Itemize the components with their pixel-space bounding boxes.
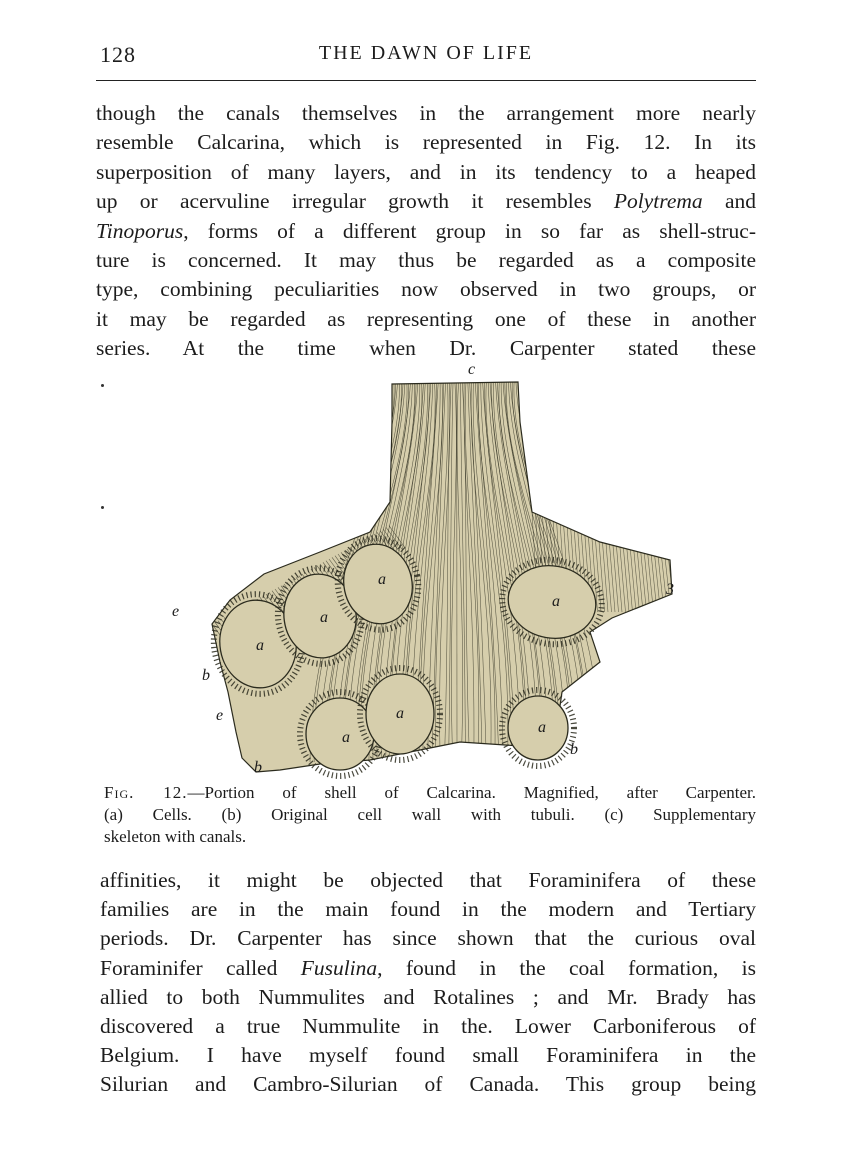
calcarina-illustration [160,362,690,782]
text-line [100,1070,756,1099]
text-segment: series. At the time when Dr. Carpenter stated these [96,336,756,361]
caption-title: —Portion of shell of Calcarina. Magnified, after Carpenter. [187,783,756,802]
italic-term: Polytrema [613,189,703,214]
text-line [96,187,756,216]
caption-line-2: (a) Cells. (b) Original cell wall with tubuli. (c) Supplementary [104,805,756,824]
text-line [96,305,756,334]
figure-caption [104,782,756,848]
print-speck [101,384,104,387]
text-segment: families are in the main found in the modern and Tertiary [100,897,756,922]
figure-calcarina [160,362,690,782]
print-speck [101,506,104,509]
label-b: b [254,759,262,776]
caption-line-3: skeleton with canals. [104,827,247,846]
text-segment: allied to both Nummulites and Rotalines ; and Mr. Brady has [100,984,756,1009]
text-line [100,866,756,895]
running-title: THE DAWN OF LIFE [318,42,534,64]
caption-figure-label: Fig. 12. [104,783,188,802]
label-a: a [378,571,386,588]
italic-term: Fusulina [300,955,378,980]
text-segment: type, combining peculiarities now observed in two groups, or [96,277,756,302]
text-line [100,924,756,953]
text-segment: superposition of many layers, and in its tendency to a heaped [96,159,756,184]
label-e: e [216,707,224,724]
label-a: a [256,637,264,654]
label-a: a [396,705,404,722]
text-segment: affinities, it might be objected that Foraminifera of these [100,868,756,892]
text-line [96,246,756,275]
text-line [100,895,756,924]
text-line [100,1041,756,1070]
text-line [100,983,756,1012]
text-line [96,217,756,246]
label-e: e [172,603,180,620]
text-segment: ture is concerned. It may thus be regarded as a composite [96,247,756,272]
label-a: a [342,729,350,746]
text-line [96,158,756,187]
label-c-top: c [468,362,476,378]
page-number: 128 [100,42,136,67]
text-segment: and [702,189,756,214]
text-line [96,128,756,157]
text-line [96,99,756,128]
text-line [100,954,756,983]
text-segment: it may be regarded as representing one of these in another [96,306,756,331]
label-mark: 3 [666,581,674,598]
label-b: b [570,741,578,758]
label-a: a [552,593,560,610]
body-paragraph-bottom [100,866,756,1100]
text-segment: Foraminifer called [100,955,301,980]
text-line [96,334,756,363]
text-segment: Silurian and Cambro-Silurian of Canada. This group being [100,1072,756,1097]
running-header [96,42,756,72]
text-line [100,1012,756,1041]
label-a: a [320,609,328,626]
text-segment: , forms of a different group in so far as shell-struc- [183,218,756,243]
text-segment: Belgium. I have myself found small Foraminifera in the [100,1043,756,1068]
text-segment: discovered a true Nummulite in the. Lower Carboniferous of [100,1013,756,1038]
header-rule [96,80,756,81]
caption-line-1 [104,782,756,804]
body-paragraph-top [96,99,756,364]
label-b: b [202,667,210,684]
text-segment: up or acervuline irregular growth it resembles [96,189,614,214]
text-segment: resemble Calcarina, which is represented in Fig. 12. In its [96,130,756,155]
italic-term: Tinoporus [96,218,184,243]
text-segment: though the canals themselves in the arrangement more nearly [96,101,756,125]
label-a: a [538,719,546,736]
text-segment: periods. Dr. Carpenter has since shown that the curious oval [100,926,756,951]
text-line [96,275,756,304]
text-segment: , found in the coal formation, is [377,955,756,980]
